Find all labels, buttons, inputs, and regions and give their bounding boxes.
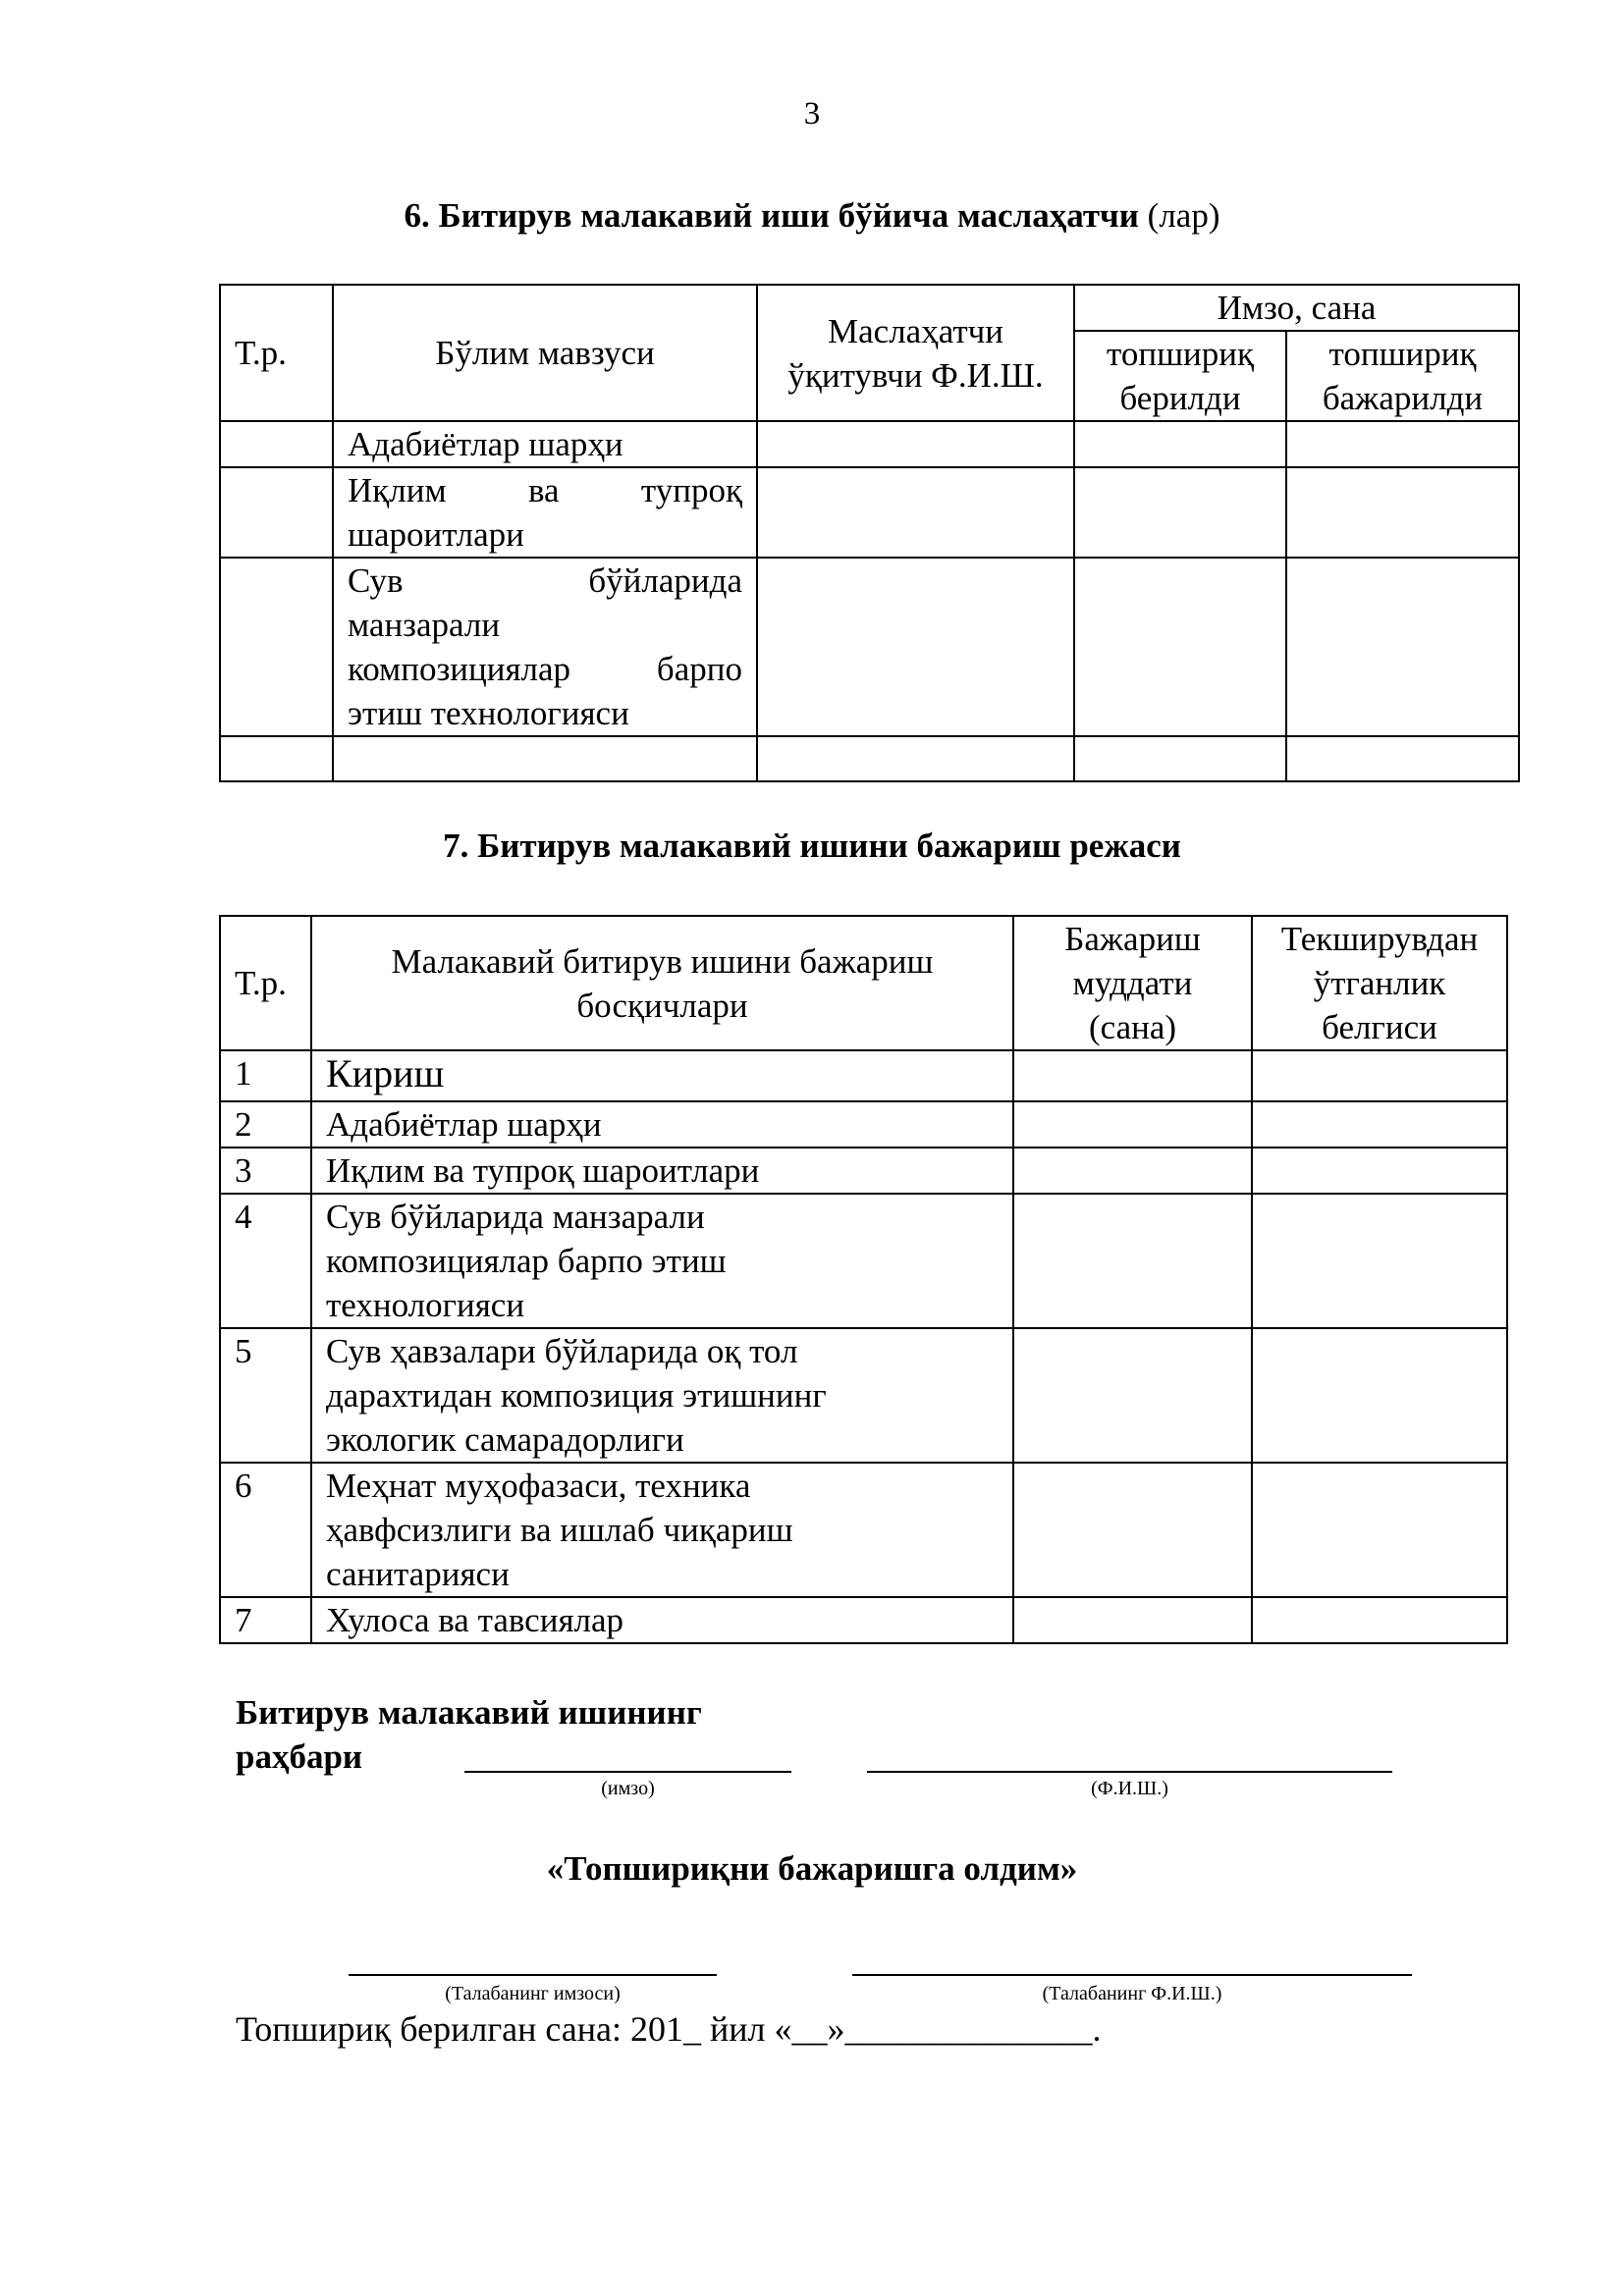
topic-line: Иқлим ва тупроқ [348, 471, 742, 509]
table-row [220, 736, 1519, 781]
stage-line: Сув ҳавзалари бўйларида оқ тол [326, 1332, 798, 1370]
stage-line: санитарияси [326, 1555, 510, 1593]
topic-cell [333, 558, 757, 736]
stage-line: Сув бўйларида манзарали [326, 1198, 705, 1236]
supervisor-label [236, 1690, 702, 1779]
stage-cell [311, 1328, 1013, 1463]
stage-cell [311, 1050, 1013, 1101]
signature-caption: (имзо) [601, 1778, 655, 1799]
header-task-given-line1: топшириқ [1107, 335, 1254, 373]
stage-line: экологик самарадорлиги [326, 1420, 684, 1459]
topic-line: Сув бўйларида [348, 561, 742, 600]
consultants-table [219, 284, 1520, 782]
plan-header-deadline [1013, 916, 1252, 1050]
stage-line: Кириш [326, 1051, 445, 1095]
plan-header-deadline-line1: Бажариш [1064, 920, 1201, 958]
row-number: 7 [220, 1597, 311, 1643]
stage-line: дарахтидан композиция этишнинг [326, 1376, 827, 1415]
supervisor-signature-line [464, 1771, 791, 1773]
stage-cell [311, 1597, 1013, 1643]
table-row [220, 1328, 1507, 1463]
section7-title [0, 827, 1624, 866]
section7-title-bold: 7. Битирув малакавий ишини бажариш режаси [443, 827, 1181, 865]
stage-line: технологияси [326, 1286, 525, 1324]
page-number: 3 [803, 96, 821, 132]
topic-line: шароитлари [348, 515, 524, 554]
row-number: 4 [220, 1194, 311, 1328]
topic-line: Адабиётлар шарҳи [348, 425, 623, 463]
header-consultant [757, 285, 1074, 421]
plan-header-tr: Т.р. [220, 916, 311, 1050]
table-row [220, 1597, 1507, 1643]
plan-header-stages [311, 916, 1013, 1050]
stage-cell [311, 1148, 1013, 1194]
plan-header-deadline-line2: муддати [1072, 964, 1193, 1002]
header-task-given-line2: берилди [1119, 379, 1241, 417]
stage-cell [311, 1194, 1013, 1328]
plan-header-stages-line1: Малакавий битирув ишини бажариш [391, 941, 934, 981]
table-row [220, 1463, 1507, 1597]
section6-title-rest: (лар) [1138, 196, 1220, 235]
table-row [220, 421, 1519, 467]
stage-line: Меҳнат муҳофазаси, техника [326, 1467, 751, 1505]
task-given-date: Топшириқ берилган сана: 201_ йил «__»______________. [236, 2009, 1102, 2049]
plan-header-check-line1: Текширувдан [1280, 920, 1479, 958]
student-signature-line [349, 1974, 717, 1976]
row-number: 2 [220, 1101, 311, 1148]
stage-cell [311, 1101, 1013, 1148]
student-name-caption: (Талабанинг Ф.И.Ш.) [1042, 1983, 1222, 2004]
stage-cell [311, 1463, 1013, 1597]
topic-line: манзарали [348, 606, 501, 644]
acceptance-title: «Топшириқни бажаришга олдим» [546, 1849, 1078, 1888]
table-row [220, 1148, 1507, 1194]
student-name-line [852, 1974, 1412, 1976]
table-row [220, 1050, 1507, 1101]
supervisor-name-line [867, 1771, 1392, 1773]
header-signature-date: Имзо, сана [1074, 285, 1519, 331]
section6-title [0, 196, 1624, 236]
stage-line: Адабиётлар шарҳи [326, 1105, 602, 1144]
table-row [220, 467, 1519, 558]
stage-line: Хулоса ва тавсиялар [326, 1601, 624, 1639]
stage-line: ҳавфсизлиги ва ишлаб чиқариш [326, 1511, 793, 1549]
table-row [220, 558, 1519, 736]
plan-header-deadline-line3: (сана) [1088, 1008, 1177, 1046]
student-signature-caption: (Талабанинг имзоси) [445, 1983, 621, 2004]
header-task-done-line2: бажарилди [1322, 379, 1484, 417]
topic-cell [333, 421, 757, 467]
table-row [220, 1194, 1507, 1328]
header-task-done [1286, 331, 1519, 421]
row-number: 6 [220, 1463, 311, 1597]
row-number: 3 [220, 1148, 311, 1194]
plan-header-check [1252, 916, 1507, 1050]
header-consultant-line1: Маслаҳатчи [828, 311, 1003, 350]
topic-line: композициялар барпо [348, 650, 742, 688]
row-number: 5 [220, 1328, 311, 1463]
work-plan-table [219, 915, 1508, 1644]
plan-header-stages-line2: босқичлари [576, 986, 748, 1025]
supervisor-label-line2: раҳбари [236, 1737, 363, 1776]
stage-line: композициялар барпо этиш [326, 1242, 727, 1280]
header-consultant-line2: ўқитувчи Ф.И.Ш. [787, 355, 1044, 395]
supervisor-label-line1: Битирув малакавий ишининг [236, 1693, 702, 1732]
topic-line: этиш технологияси [348, 694, 629, 732]
header-topic: Бўлим мавзуси [333, 285, 757, 421]
name-caption: (Ф.И.Ш.) [1091, 1778, 1168, 1799]
plan-header-check-line2: ўтганлик [1313, 964, 1446, 1002]
plan-header-check-line3: белгиси [1322, 1008, 1437, 1046]
table-row [220, 1101, 1507, 1148]
header-tr: Т.р. [220, 285, 333, 421]
header-task-given [1074, 331, 1286, 421]
row-number: 1 [220, 1050, 311, 1101]
section6-title-bold: 6. Битирув малакавий иши бўйича маслаҳатчи [404, 196, 1139, 235]
stage-line: Иқлим ва тупроқ шароитлари [326, 1151, 760, 1190]
topic-cell [333, 467, 757, 558]
header-task-done-line1: топшириқ [1328, 335, 1477, 373]
